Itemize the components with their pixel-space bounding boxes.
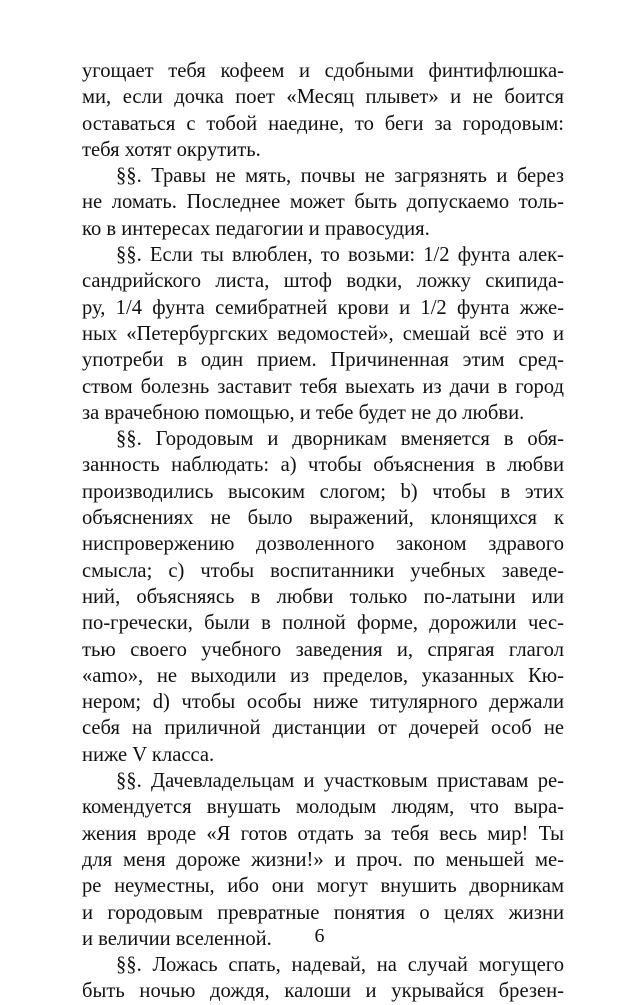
text-line: по-гречески, были в полной форме, дорожили чес- (82, 612, 564, 635)
text-line: ми, если дочка поет «Месяц плывет» и не боится (82, 86, 564, 109)
text-line: производились высоким слогом; b) чтобы в этих (82, 480, 564, 503)
text-line: §§. Городовым и дворникам вменяется в обя- (116, 428, 564, 451)
text-line: за врачебною помощью, и тебе будет не до любви. (82, 401, 525, 424)
text-line: оставаться с тобой наедине, то беги за городовым: (82, 112, 564, 135)
text-line: объяснениях не было выражений, клонящихся к (82, 507, 564, 530)
text-line: §§. Ложась спать, надевай, на случай могущего (116, 954, 564, 977)
text-line: смысла; c) чтобы воспитанники учебных заведе- (82, 559, 564, 582)
text-line: ниспровержению дозволенного законом здравого (82, 533, 564, 556)
text-line: §§. Дачевладельцам и участковым приставам ре- (116, 770, 564, 793)
page-number: 6 (314, 925, 325, 947)
paragraph-1 (82, 58, 564, 163)
text-line: §§. Травы не мять, почвы не загрязнять и берез (116, 165, 564, 188)
text-line: быть ночью дождя, калоши и укрывайся брезен- (82, 980, 564, 1003)
text-line: занность наблюдать: a) чтобы объяснения в любви (82, 454, 564, 477)
text-line: ниже V класса. (82, 743, 215, 766)
text-line: тью своего учебного заведения и, спрягая глагол (82, 638, 564, 661)
text-line: ре неуместны, ибо они могут внушить дворникам (82, 875, 564, 898)
paragraph-3 (82, 242, 564, 426)
text-line: «amo», не выходили из пределов, указанных Кю- (82, 664, 564, 687)
text-line: ных «Петербургских ведомостей», смешай всё это и (82, 322, 564, 345)
text-line: для меня дороже жизни!» и проч. по меньшей ме- (82, 848, 564, 871)
text-line: комендуется внушать молодым людям, что выра- (82, 796, 564, 819)
text-line: §§. Если ты влюблен, то возьми: 1/2 фунта алек- (116, 244, 564, 267)
text-line: употреби в один прием. Причиненная этим сред- (82, 349, 564, 372)
paragraph-6 (82, 952, 564, 1005)
text-line: и городовым превратные понятия о целях жизни (82, 901, 564, 924)
text-line: ру, 1/4 фунта семибратней крови и 1/2 фунта жже- (82, 296, 564, 319)
text-line: тебя хотят окрутить. (82, 138, 261, 161)
text-line: ством болезнь заставит тебя выехать из дачи в город (82, 375, 564, 398)
text-line: не ломать. Последнее может быть допускаемо толь- (82, 191, 564, 214)
text-line: и величии вселенной. (82, 927, 272, 950)
paragraph-2 (82, 163, 564, 242)
text-line: жения вроде «Я готов отдать за тебя весь мир! Ты (82, 822, 564, 845)
text-line: сандрийского листа, штоф водки, ложку скипида- (82, 270, 564, 293)
paragraph-4 (82, 426, 564, 768)
text-line: ко в интересах педагогии и правосудия. (82, 217, 430, 240)
text-line: угощает тебя кофеем и сдобными финтифлюшка- (82, 60, 564, 82)
text-line: себя на приличной дистанции от дочерей особ не (82, 717, 564, 740)
text-line: ний, объясняясь в любви только по-латыни или (82, 585, 564, 608)
text-line: нером; d) чтобы особы ниже титулярного держали (82, 691, 564, 714)
page-body (82, 58, 564, 1005)
